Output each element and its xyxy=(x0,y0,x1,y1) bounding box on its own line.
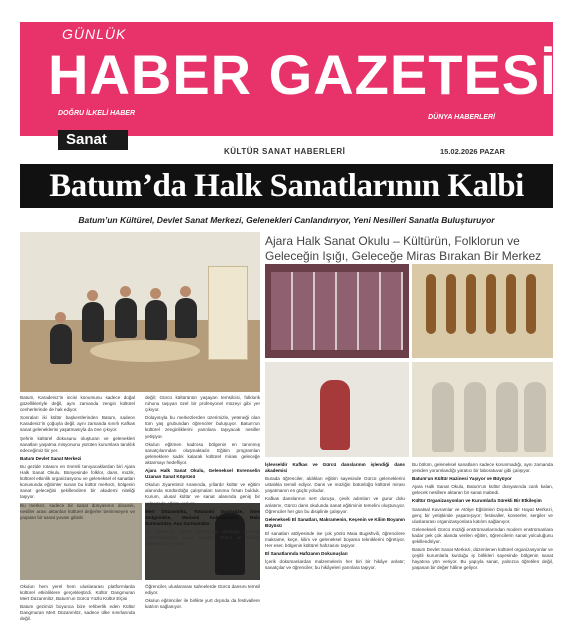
person-head xyxy=(120,286,131,297)
crafts-photo xyxy=(265,362,409,457)
paragraph-heading xyxy=(412,498,553,504)
artisan-figure xyxy=(320,380,350,450)
exhibit-photo xyxy=(265,264,409,358)
paragraph: Bu gezide rotasını en önemli tanıyacaklardan biri Ajara Halk Sanat Okulu. Bünyesinde folklor, dans, müzik, kültürel etkinlik organizasyonu ve geleneksel el sanatları konusunda eğitimler sunan bu kültür merkezi, bölgenin sanat geleceğini şekillendiren bir akademi niteliği taşıyor. xyxy=(20,463,135,500)
article-column-3 xyxy=(265,462,405,574)
headline: Batum’da Halk Sanatlarının Kalbi xyxy=(49,167,524,204)
students-photo xyxy=(412,362,553,457)
paragraph: Batum, Karadeniz’in incisi konumunu sadece doğal güzellikleriyle değil, aynı zamanda zengin kültürel cevherlerinde de hak ediyor. xyxy=(20,395,135,413)
paragraph: Sanatsal Kavramlar ve Atölye Eğitimleri Dışında Bir Hayat Merkezi, genç bir yetişkinde yaşamışıyor; festivaller, konserler, sergiler ve uluslararası organizasyonlara katılım sağlanıyor. xyxy=(412,506,553,524)
photo-caption: Ajara Halk Sanat Okulu – Kültürün, Folklorun ve Geleceğin Işığı, Geleceğe Miras Bırakan Bir Merkez xyxy=(265,234,542,263)
paragraph: Bu merkez, sadece bir sanat dünyasının dinamik, nesiller arası aktarılan kültürel değerler benimseyen ve yaşatan bir sanat yuvası gibidir. xyxy=(20,502,135,520)
paragraph: Gelenekseli Gürcü müziği enstrümanlarından modern enstrümanlara kadar pek çok alanda verilen eğitim, öğrencilerin sanat yolculuğunu şekillendiriyor. xyxy=(412,526,553,545)
heading-text: El Sanatlarında Hafızanın Dokunuşları xyxy=(265,551,348,557)
paragraph: Okulun ziyaretimiz sırasında, yıllardır kültür ve eğitim alanında sürdürdüğü çalışmaları tanıma fırsatı bulduk. Kurum, ulusal kültür ve sanat alanında geniş bir yelpazede eğitim veriyor. xyxy=(145,482,260,506)
paragraph-heading xyxy=(265,517,405,529)
person-figure xyxy=(145,300,167,340)
paragraph: Batum gezimizi boyunca bize rehberlik eden Kültür Dangmuran Mert Düzanmlöz, sadece ülke sınırlarında değil. xyxy=(20,604,135,622)
student-figure xyxy=(496,382,518,452)
person-figure xyxy=(115,298,137,338)
instrument-shape xyxy=(426,274,436,334)
paragraph: Kafkas danslarının sert duruşu, çevik adımları ve gurur dolu anlatımı, Gürcü dans okulunda sanat eğitiminin temelini oluşturuyor. Öğrenciler her gün bu disiplinle çalışıyor. xyxy=(265,496,405,514)
instruments-photo xyxy=(412,264,553,358)
paragraph: Ajara Halk Sanat Okulu, Batum’un kültür dünyasında canlı kalan, gelecek nesillere aktaran bir sanat mabedi. xyxy=(412,484,553,496)
article-column-2 xyxy=(145,395,260,549)
paragraph: Burada öğrenciler, aldıkları eğitim sayesinde Gürcü geleneklerini ustalıkla temsil ediyor. Dans ve müziğin bütünlüğü kültürel mirası yaşatmanın en güçlü yoludur. xyxy=(265,476,405,494)
paragraph: İçerik dokümanlardan malzemelerin her biri bir hikâye anlatır; sanatçılar ve öğrenciler, bu hikâyeleri yarınlara taşıyor. xyxy=(265,559,405,571)
article-column-1-bottom xyxy=(20,584,135,625)
student-figure xyxy=(524,382,546,452)
poster-image xyxy=(208,266,248,360)
paragraph-heading xyxy=(145,509,260,527)
person-head xyxy=(87,290,98,301)
person-figure xyxy=(82,302,104,342)
student-figure xyxy=(464,382,486,452)
heading-text: Mert Düzanmlöz, Tutanami Davitadze, İrme Zedgimidze, Mariami Kakanjeridze, Mala Surmanidze, Ana Surmanidze xyxy=(145,508,260,526)
instrument-shape xyxy=(506,274,516,334)
heading-text: Batum’un Kültür Hazinesi Yaşıyor ve Büyüyor xyxy=(412,476,512,482)
paragraph: Şehrin kültürel dokusunu oluşturan ve gelenekleri sanatları yaşatma misyonunu yürüten kurumlara tanıklık edeceğimiz bir yer. xyxy=(20,435,135,453)
person-head xyxy=(55,312,66,323)
paragraph: Dolayısıyla bu merkezlerden üzerimizle, yeteneği olan tüm yaş grubundan öğrenciler buluşuyor. Batum’un kültürel zenginliklerini yarınlara taşıyacak nesiller yetişiyor. xyxy=(145,415,260,439)
masthead-top-label: GÜNLÜK xyxy=(62,26,127,42)
instrument-shape xyxy=(486,274,496,334)
paragraph: Öğrenciler, uluslararası sahnelerde Gürcü dansını temsil ediyor. xyxy=(145,584,260,596)
paragraph: Okulun eğitimciler ile birlikte yurt dışında da festivallere katılım sağlanıyor. xyxy=(145,598,260,610)
paragraph-heading xyxy=(265,551,405,557)
masthead xyxy=(20,22,557,144)
group-photo xyxy=(20,232,260,392)
person-head xyxy=(150,288,161,299)
instrument-shape xyxy=(446,274,456,334)
paragraph-heading xyxy=(145,468,260,480)
person-head xyxy=(180,286,191,297)
heading-text: Batum Devlet Sanat Merkezi xyxy=(20,455,82,461)
masthead-title: HABER GAZETESİ xyxy=(48,43,557,106)
masthead-slogan-left: DOĞRU İLKELİ HABER xyxy=(58,110,135,117)
table-shape xyxy=(90,340,200,362)
paragraph-heading xyxy=(265,462,405,474)
instrument-shape xyxy=(466,274,476,334)
paragraph: El sanatları atölyesinde ise çok yönlü Maia Bugishvili, öğrencilere makrame, keçe, kilim ve geleneksel boyama tekniklerini öğretiyor. Her eser, bölgenin kültürel hafızasını taşıyor. xyxy=(265,530,405,549)
student-figure xyxy=(432,382,454,452)
paragraph: Sonraları iki kültür başkentlerinden Batum, sadece Karadeniz’in çoğuyla değil, aynı zamanda sınırlı Kafkas sanat geleneklerini yaşatmasıyla da öne çıkıyor. xyxy=(20,415,135,433)
person-figure xyxy=(50,324,72,364)
heading-text: İşlevseldir Kafkas ve Gürcü danslarının işlendiği dans akademisi xyxy=(265,462,405,474)
heading-text: Kültür Organizasyonları ve Kurumlarla Sürekli Bir Etkileşim xyxy=(412,498,542,504)
issue-date: 15.02.2026 PAZAR xyxy=(440,147,505,156)
person-figure xyxy=(175,298,197,338)
paragraph: Okulun hem yerel hem uluslararası platformlarda kültürel etkinliklere gerçekleştirdi. Kültür Dangmuran Mert Düzanmlöz, Batum’un Gürcü Yüzlü Kültür Elçisi xyxy=(20,584,135,602)
dek: Batum’un Kültürel, Devlet Sanat Merkezi, Gelenekleri Canlandırıyor, Yeni Nesilleri Sanatla Buluşturuyor xyxy=(78,215,495,225)
section-label: Sanat xyxy=(58,130,128,150)
headline-bar xyxy=(20,164,553,208)
article-column-4 xyxy=(412,462,553,574)
framed-artworks xyxy=(271,272,403,350)
paragraph: Okulun eğitmen kadrosu bölgenin en tanınmış sanatçılarından oluşmaktadır. Eğitim programları geleneklere sadık kalarak kültürel mirası geleceğe aktarmayı hedefliyor. xyxy=(145,441,260,465)
instrument-shape xyxy=(526,274,536,334)
article-column-2-bottom xyxy=(145,584,260,612)
section-subhead: KÜLTÜR SANAT HABERLERİ xyxy=(224,147,346,156)
paragraph: değil; Gürcü kültürünün yaşayan temsilcisi, folklorik ruhunu taşıyan özel bir profesyonel müzeyi gibi yer çıkıyor. xyxy=(145,395,260,413)
masthead-slogan-right: DÜNYA HABERLERİ xyxy=(428,114,495,121)
heading-text: Ajara Halk Sanat Okulu, Geleneksel Evrenselin Uzanan Sanat Köprüsü xyxy=(145,468,260,480)
article-column-1 xyxy=(20,395,135,523)
paragraph: Batum Devlet Sanat Merkezi, düzenlenen kültürel organizasyonlar ve çeşitli kurumlarla kurduğu iş birlikleri sayesinde bölgenin sanat hayatına yön veriyor. Bu yapıyla sanat, yalnızca öğretilen değil, yaşanan bir değer hâline geliyor. xyxy=(412,547,553,571)
paragraph: Bu öğrenciler, Gürcü kültürünün dünyaya tanıtılan yeteneklerinden kopan umutlar. Gürcü ve Kafkas Danslarının Heybeti xyxy=(145,528,260,547)
paragraph-heading xyxy=(20,456,135,462)
paragraph-heading xyxy=(412,476,553,482)
paragraph: Bu bölüm, geleneksel sanatların sadece korunmadığı, aynı zamanda yeniden yorumlandığı yaratıcı bir laboratuvar gibi çalışıyor. xyxy=(412,462,553,474)
heading-text: Gelenekseli El Sanatları, Makramenin, Keçenin ve Kilim Boyanın Büyüsü xyxy=(265,516,405,528)
